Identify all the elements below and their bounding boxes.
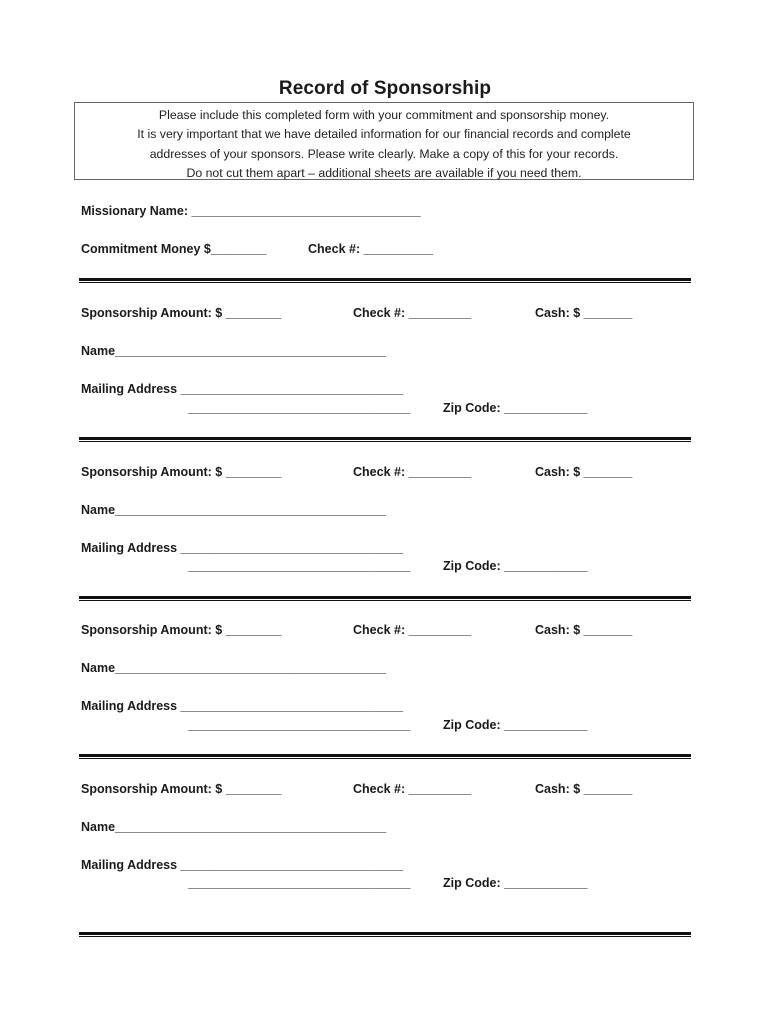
mailing-address-line-2[interactable]: ________________________________ — [188, 559, 411, 573]
instruction-line: It is very important that we have detailed information for our financial records and complete — [137, 127, 631, 142]
sponsor-name-field[interactable]: Name_______________________________________ — [81, 661, 387, 675]
sponsor-cash-field[interactable]: Cash: $ _______ — [535, 306, 633, 320]
sponsorship-amount-field[interactable]: Sponsorship Amount: $ ________ — [81, 623, 282, 637]
mailing-address-line-2[interactable]: ________________________________ — [188, 401, 411, 415]
sponsor-cash-field[interactable]: Cash: $ _______ — [535, 782, 633, 796]
zip-code-field[interactable]: Zip Code: ____________ — [443, 559, 588, 573]
section-divider — [79, 278, 691, 283]
instruction-line: addresses of your sponsors. Please write clearly. Make a copy of this for your records. — [149, 146, 619, 161]
section-divider — [79, 754, 691, 759]
section-divider — [79, 932, 691, 937]
sponsor-check-field[interactable]: Check #: _________ — [353, 465, 472, 479]
instructions-box — [74, 102, 694, 180]
zip-code-field[interactable]: Zip Code: ____________ — [443, 401, 588, 415]
sponsorship-amount-field[interactable]: Sponsorship Amount: $ ________ — [81, 465, 282, 479]
sponsor-name-field[interactable]: Name_______________________________________ — [81, 820, 387, 834]
sponsor-check-field[interactable]: Check #: _________ — [353, 782, 472, 796]
mailing-address-line-2[interactable]: ________________________________ — [188, 718, 411, 732]
mailing-address-field[interactable]: Mailing Address ________________________________ — [81, 699, 404, 713]
sponsor-cash-field[interactable]: Cash: $ _______ — [535, 465, 633, 479]
mailing-address-field[interactable]: Mailing Address ________________________________ — [81, 858, 404, 872]
sponsor-name-field[interactable]: Name_______________________________________ — [81, 503, 387, 517]
sponsor-check-field[interactable]: Check #: _________ — [353, 623, 472, 637]
section-divider — [79, 437, 691, 442]
commitment-check-field[interactable]: Check #: __________ — [308, 242, 434, 256]
sponsorship-amount-field[interactable]: Sponsorship Amount: $ ________ — [81, 306, 282, 320]
zip-code-field[interactable]: Zip Code: ____________ — [443, 876, 588, 890]
sponsorship-amount-field[interactable]: Sponsorship Amount: $ ________ — [81, 782, 282, 796]
instruction-line: Do not cut them apart – additional sheets are available if you need them. — [186, 166, 582, 181]
commitment-money-field[interactable]: Commitment Money $________ — [81, 242, 267, 256]
mailing-address-field[interactable]: Mailing Address ________________________________ — [81, 382, 404, 396]
mailing-address-field[interactable]: Mailing Address ________________________________ — [81, 541, 404, 555]
sponsor-check-field[interactable]: Check #: _________ — [353, 306, 472, 320]
sponsor-name-field[interactable]: Name_______________________________________ — [81, 344, 387, 358]
missionary-name-field[interactable]: Missionary Name: _________________________________ — [81, 204, 421, 218]
section-divider — [79, 596, 691, 601]
sponsor-cash-field[interactable]: Cash: $ _______ — [535, 623, 633, 637]
mailing-address-line-2[interactable]: ________________________________ — [188, 876, 411, 890]
zip-code-field[interactable]: Zip Code: ____________ — [443, 718, 588, 732]
instruction-line: Please include this completed form with your commitment and sponsorship money. — [158, 108, 610, 122]
form-title: Record of Sponsorship — [278, 78, 492, 99]
